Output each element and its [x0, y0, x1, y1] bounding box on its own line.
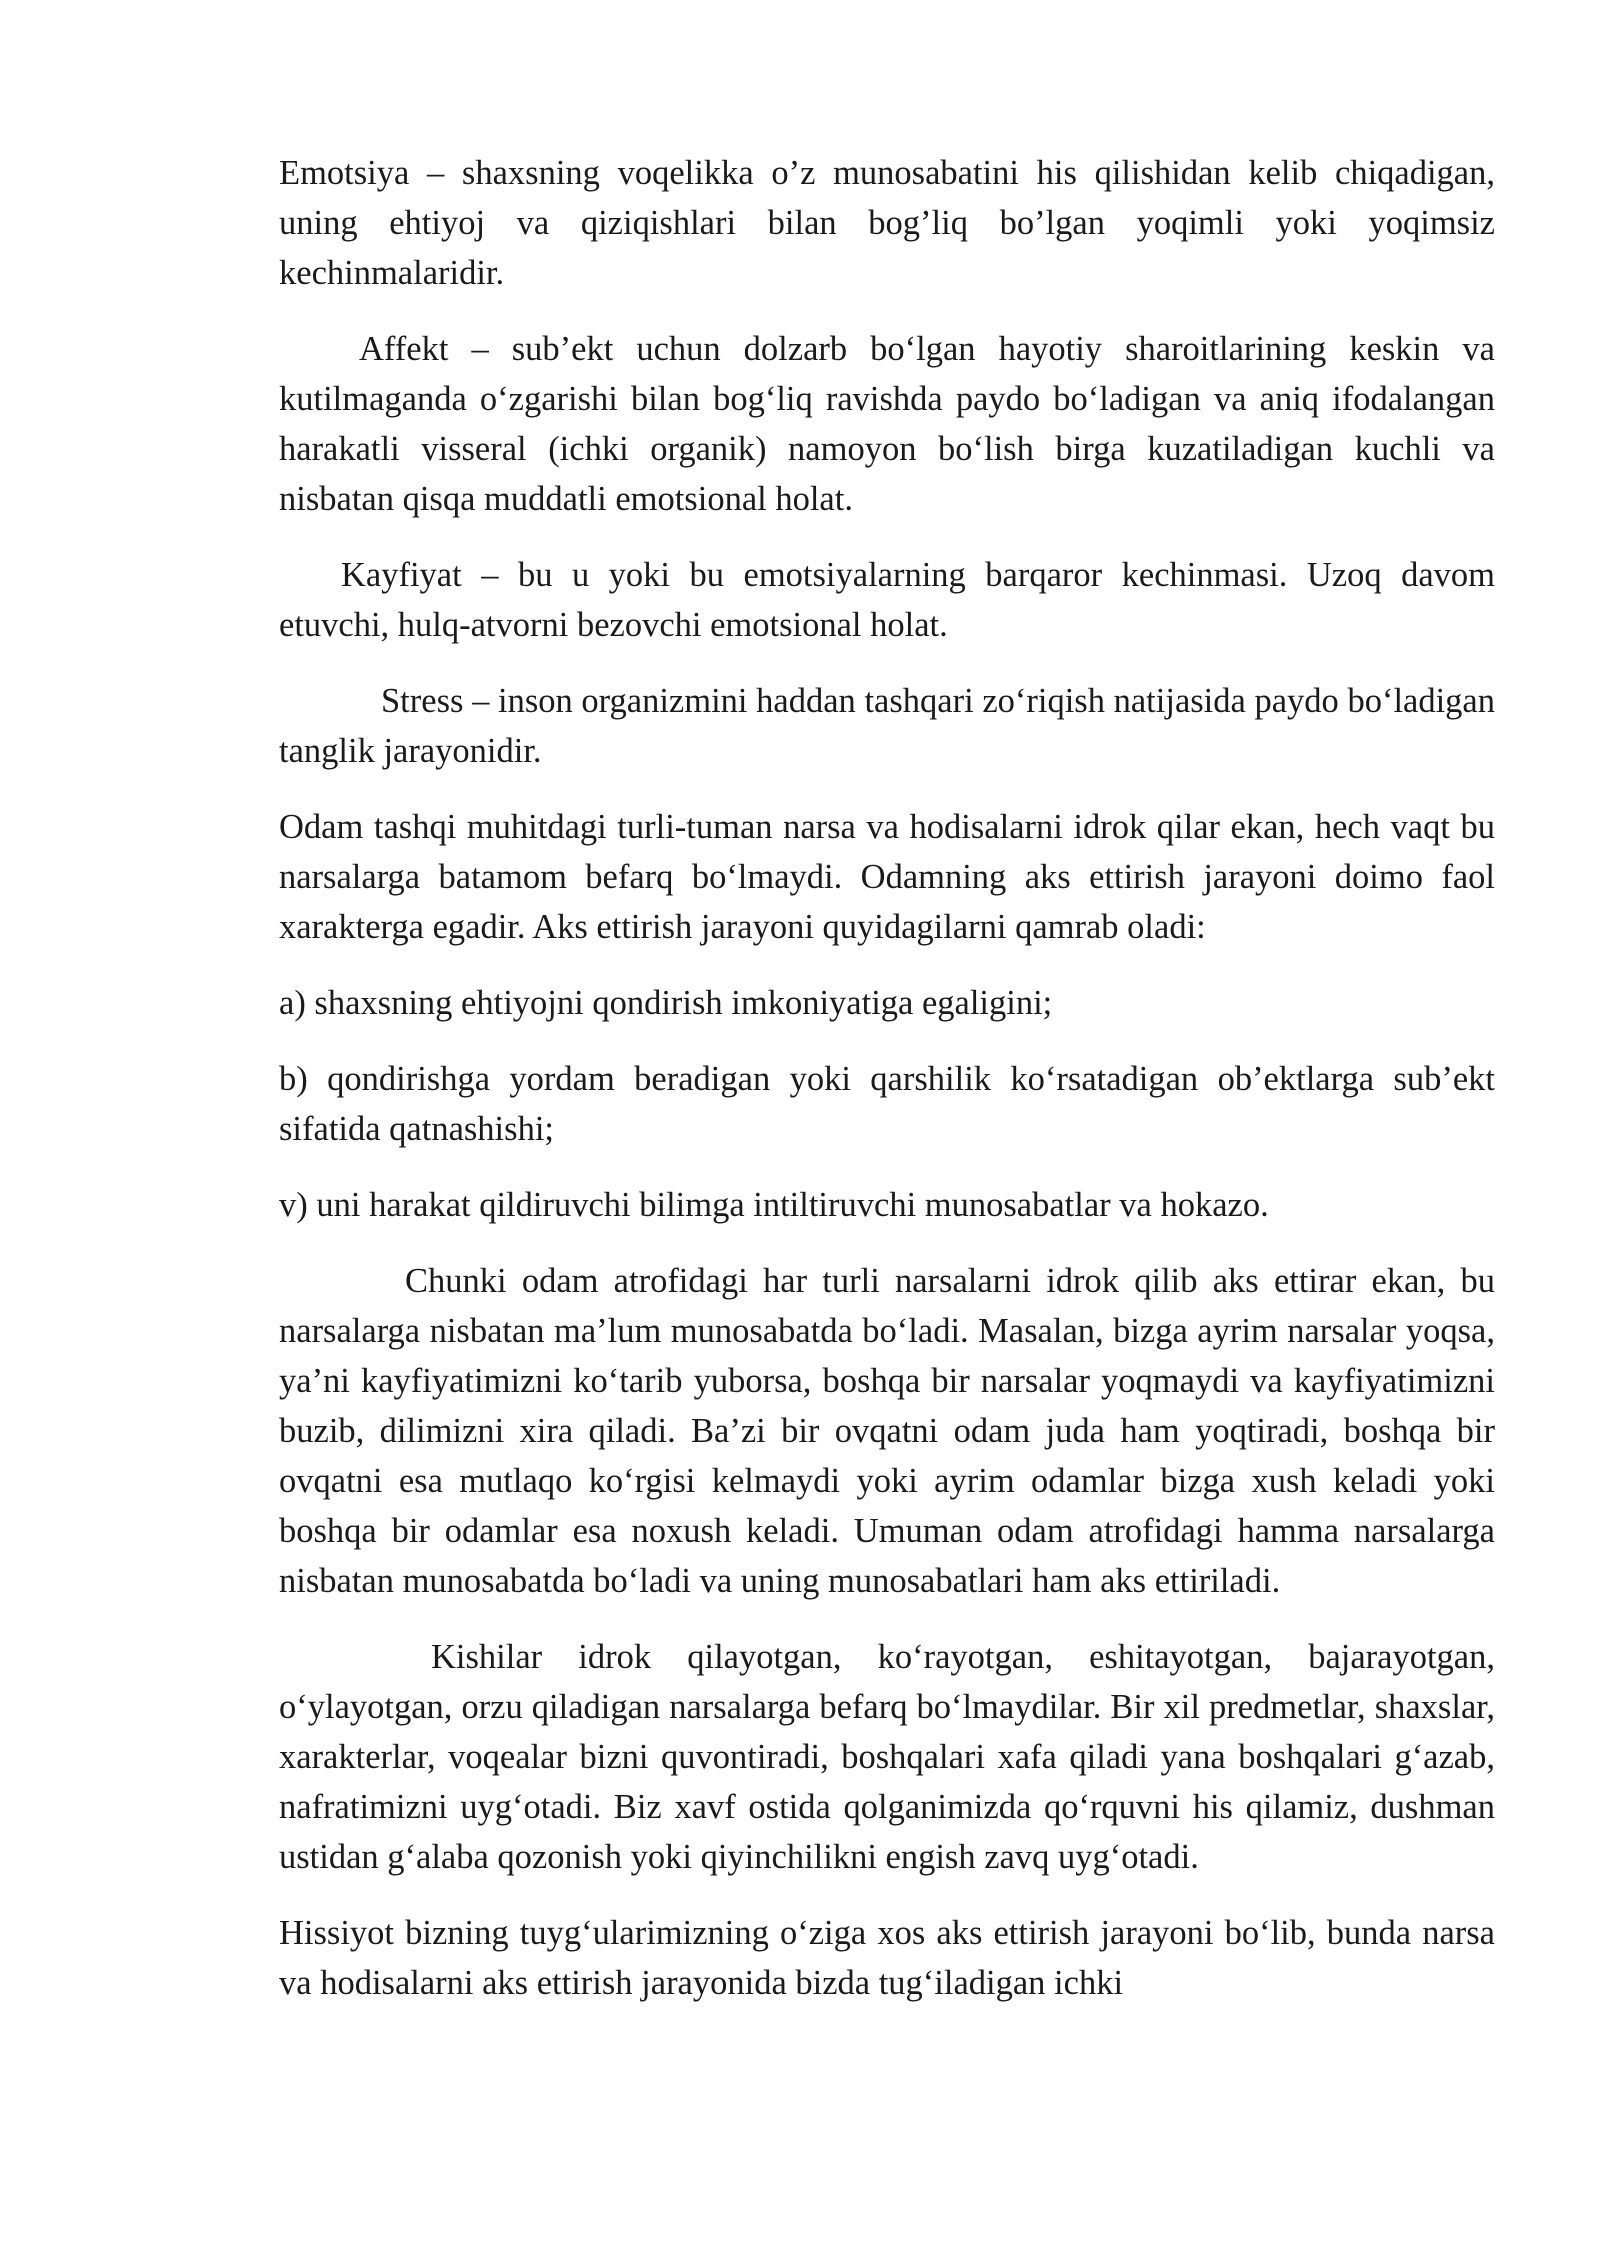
document-page: [279, 148, 1495, 2034]
paragraph-affekt: Affekt – sub’ekt uchun dolzarb bo‘lgan hayotiy sharoitlarining keskin va kutilmaganda o‘zgarishi bilan bog‘liq ravishda paydo bo‘ladigan va aniq ifodalangan harakatli visseral (ichki organik) namoyon bo‘lish birga kuzatiladigan kuchli va nisbatan qisqa muddatli emotsional holat.: [279, 330, 1495, 518]
paragraph-kishilar: Kishilar idrok qilayotgan, ko‘rayotgan, eshitayotgan, bajarayotgan, o‘ylayotgan, orzu qiladigan narsalarga befarq bo‘lmaydilar. Bir xil predmetlar, shaxslar, xarakterlar, voqealar bizni quvontiradi, boshqalari xafa qiladi yana boshqalari g‘azab, nafratimizni uyg‘otadi. Biz xavf ostida qolganimizda qo‘rquvni his qilamiz, dushman ustidan g‘alaba qozonish yoki qiyinchilikni engish zavq uyg‘otadi.: [279, 1638, 1495, 1876]
paragraph-emotsiya: Emotsiya – shaxsning voqelikka o’z munosabatini his qilishidan kelib chiqadigan, uning ehtiyoj va qiziqishlari bilan bog’liq bo’lgan yoqimli yoki yoqimsiz kechinmalaridir.: [279, 154, 1495, 292]
paragraph-stress: Stress – inson organizmini haddan tashqari zo‘riqish natijasida paydo bo‘ladigan tanglik jarayonidir.: [279, 682, 1495, 770]
paragraph-kayfiyat: Kayfiyat – bu u yoki bu emotsiyalarning barqaror kechinmasi. Uzoq davom etuvchi, hulq-atvorni bezovchi emotsional holat.: [279, 556, 1495, 644]
list-item-v: v) uni harakat qildiruvchi bilimga intiltiruvchi munosabatlar va hokazo.: [279, 1186, 1269, 1224]
list-item-b: b) qondirishga yordam beradigan yoki qarshilik ko‘rsatadigan ob’ektlarga sub’ekt sifatida qatnashishi;: [279, 1060, 1495, 1148]
paragraph-hissiyot: Hissiyot bizning tuyg‘ularimizning o‘ziga xos aks ettirish jarayoni bo‘lib, bunda narsa va hodisalarni aks ettirish jarayonida bizda tug‘iladigan ichki: [279, 1914, 1495, 2002]
list-item-a: a) shaxsning ehtiyojni qondirish imkoniyatiga egaligini;: [279, 984, 1053, 1022]
paragraph-odam-tashqi: Odam tashqi muhitdagi turli-tuman narsa va hodisalarni idrok qilar ekan, hech vaqt bu narsalarga batamom befarq bo‘lmaydi. Odamning aks ettirish jarayoni doimo faol xarakterga egadir. Aks ettirish jarayoni quyidagilarni qamrab oladi:: [279, 808, 1495, 946]
paragraph-chunki: Chunki odam atrofidagi har turli narsalarni idrok qilib aks ettirar ekan, bu narsalarga nisbatan ma’lum munosabatda bo‘ladi. Masalan, bizga ayrim narsalar yoqsa, ya’ni kayfiyatimizni ko‘tarib yuborsa, boshqa bir narsalar yoqmaydi va kayfiyatimizni buzib, dilimizni xira qiladi. Ba’zi bir ovqatni odam juda ham yoqtiradi, boshqa bir ovqatni esa mutlaqo ko‘rgisi kelmaydi yoki ayrim odamlar bizga xush keladi yoki boshqa bir odamlar esa noxush keladi. Umuman odam atrofidagi hamma narsalarga nisbatan munosabatda bo‘ladi va uning munosabatlari ham aks ettiriladi.: [279, 1262, 1495, 1600]
